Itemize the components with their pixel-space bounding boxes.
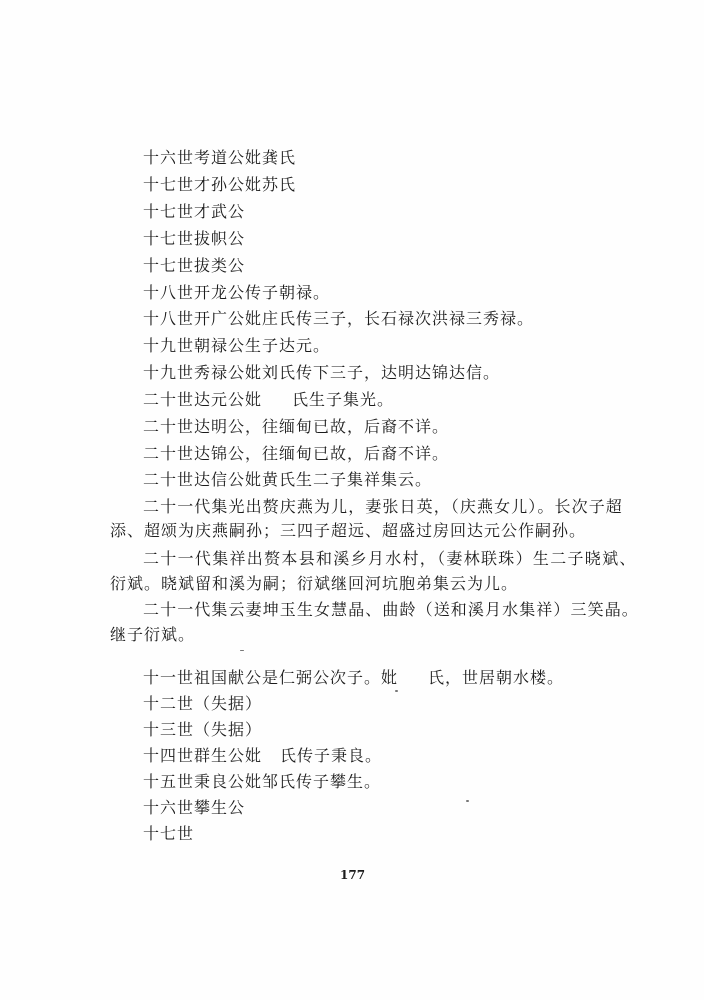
text-line: 十七世才武公 — [143, 202, 246, 221]
text-segment: 氏生子集光。 — [292, 390, 395, 409]
text-line: 十七世才孙公妣苏氏 — [143, 175, 297, 194]
paragraph-first-line: 二十一代集云妻坤玉生女慧晶、曲龄（送和溪月水集祥）三笑晶。 — [143, 600, 639, 619]
paragraph-continuation: 添、超颂为庆燕嗣孙；三四子超远、超盛过房回达元公作嗣孙。 — [110, 521, 587, 540]
text-line: 十七世拔帜公 — [143, 229, 246, 248]
scan-speck-mark — [395, 690, 398, 692]
text-line: 十六世考道公妣龚氏 — [143, 148, 297, 167]
paragraph-continuation: 继子衍斌。 — [110, 625, 196, 644]
text-line-with-blank — [143, 667, 564, 689]
text-segment: 十四世群生公妣 — [143, 746, 263, 765]
text-segment: 氏传子秉良。 — [280, 746, 383, 765]
text-line: 十八世开广公妣庄氏传三子，长石禄次洪禄三秀禄。 — [143, 309, 535, 328]
text-line: 十三世（失据） — [143, 720, 263, 739]
text-line: 十二世（失据） — [143, 694, 263, 713]
text-line: 二十世达信公妣黄氏生二子集祥集云。 — [143, 470, 433, 489]
text-line: 十九世朝禄公生子达元。 — [143, 336, 331, 355]
text-segment: 十一世祖国献公是仁弼公次子。妣 — [143, 668, 399, 687]
scan-speck-mark — [240, 650, 244, 651]
paragraph-first-line: 二十一代集光出赘庆燕为儿，妻张日英，（庆燕女儿）。长次子超 — [143, 497, 623, 516]
paragraph-continuation: 衍斌。晓斌留和溪为嗣；衍斌继回河坑胞弟集云为儿。 — [110, 574, 519, 593]
text-line-with-blank — [143, 389, 394, 411]
page-number: 177 — [340, 868, 366, 882]
paragraph-first-line: 二十一代集祥出赘本县和溪乡月水村，（妻林联珠）生二子晓斌、 — [143, 549, 637, 568]
text-line: 十七世拔类公 — [143, 256, 246, 275]
text-line: 十六世攀生公 — [143, 798, 246, 817]
text-line: 二十世达锦公，往缅甸已故，后裔不详。 — [143, 444, 450, 463]
text-segment: 氏，世居朝水楼。 — [428, 668, 565, 687]
text-line: 十七世 — [143, 824, 195, 843]
text-line-with-blank — [143, 745, 382, 767]
text-line: 十五世秉良公妣邹氏传子攀生。 — [143, 772, 382, 791]
scan-speck-mark — [466, 800, 469, 802]
text-segment: 二十世达元公妣 — [143, 390, 263, 409]
text-line: 二十世达明公，往缅甸已故，后裔不详。 — [143, 417, 450, 436]
text-line: 十九世秀禄公妣刘氏传下三子，达明达锦达信。 — [143, 363, 501, 382]
text-line: 十八世开龙公传子朝禄。 — [143, 283, 331, 302]
